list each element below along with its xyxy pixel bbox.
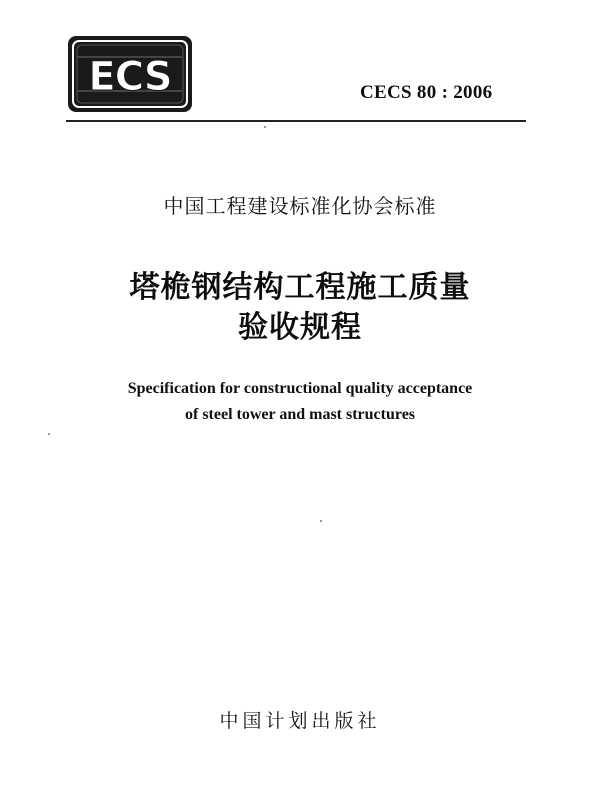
- scan-speck: [320, 520, 322, 522]
- scan-speck: [48, 433, 50, 435]
- scan-speck: [264, 126, 266, 128]
- ecs-logo: [66, 34, 194, 114]
- title-english: [0, 376, 600, 428]
- standard-code: CECS 80 : 2006: [360, 82, 493, 103]
- association-name: 中国工程建设标准化协会标准: [163, 194, 437, 218]
- title-chinese-line-1: 塔桅钢结构工程施工质量: [129, 270, 471, 305]
- title-chinese: [0, 268, 600, 348]
- publisher-name: 中国计划出版社: [219, 710, 381, 732]
- header-divider: [66, 120, 526, 122]
- ecs-logo-text: ECS: [88, 54, 172, 100]
- title-chinese-line-2: 验收规程: [238, 310, 362, 345]
- title-english-line-2: of steel tower and mast structures: [184, 406, 416, 423]
- title-english-line-1: Specification for constructional quality acceptance: [127, 380, 473, 397]
